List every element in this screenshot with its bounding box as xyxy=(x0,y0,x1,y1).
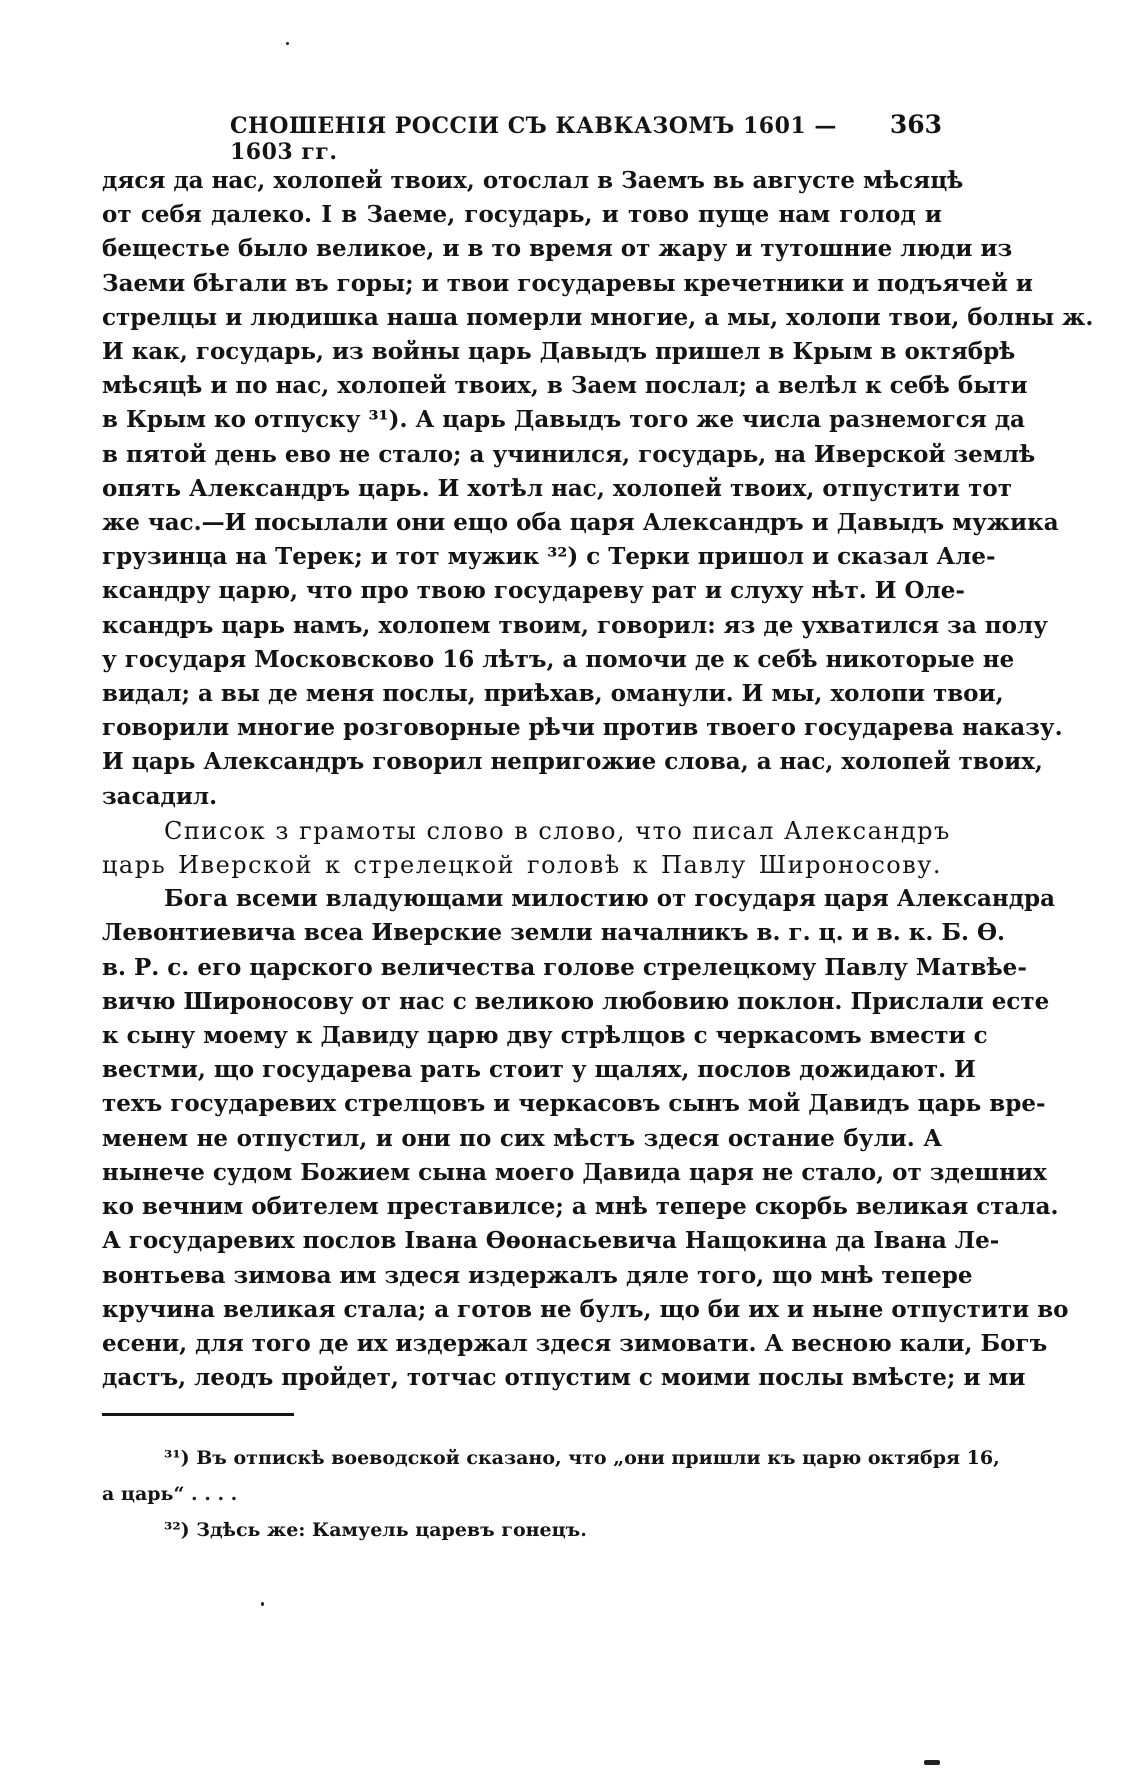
letter-line: в. Р. с. его царского величества голове стрелецкому Павлу Матвѣе- xyxy=(102,953,1027,981)
page-header xyxy=(102,110,942,165)
letter-line: ко вечним обителем преставилсе; а мнѣ тепере скорбь великая стала. xyxy=(102,1193,1059,1221)
footnote-31-continuation: а царь“ . . . . xyxy=(102,1483,238,1505)
text-line: И царь Александръ говорил непригожие слова, а нас, холопей твоих, xyxy=(102,748,1043,776)
section-heading: Список з грамоты слово в слово, что писал Александръ xyxy=(164,816,951,845)
text-line: в пятой день ево не стало; а учинился, государь, на Иверской землѣ xyxy=(102,440,1036,468)
letter-line: вонтьева зимова им здеся издержалъ дяле того, що мнѣ тепере xyxy=(102,1261,973,1289)
footnote-31: ³¹) Въ отпискѣ воеводской сказано, что „они пришли къ царю октября 16, xyxy=(164,1447,1000,1469)
text-line: ксандру царю, что про твою государеву рат и слуху нѣт. И Оле- xyxy=(102,577,965,605)
letter-line: менем не отпустил, и они по сих мѣстъ здеся остание були. А xyxy=(102,1124,942,1152)
text-line: же час.—И посылали они ещо оба царя Александръ и Давыдъ мужика xyxy=(102,509,1059,537)
letter-line: Левонтиевича всеа Иверские земли началникъ в. г. ц. и в. к. Б. Ѳ. xyxy=(102,919,1006,947)
text-line: ксандръ царь намъ, холопем твоим, говорил: яз де ухватился за полу xyxy=(102,611,1048,639)
text-line: грузинца на Терек; и тот мужик ³²) с Терки пришол и сказал Але- xyxy=(102,543,996,571)
running-title: СНОШЕНІЯ РОССІИ СЪ КАВКАЗОМЪ 1601 — 1603 гг. xyxy=(230,113,837,165)
letter-line: нынече судом Божием сына моего Давида царя не стало, от здешних xyxy=(102,1158,1047,1186)
body-text xyxy=(102,164,1094,1395)
footnotes xyxy=(102,1440,1000,1548)
footnote-rule xyxy=(102,1413,294,1416)
section-heading: царь Иверской к стрелецкой головѣ к Павлу Широносову. xyxy=(102,851,942,880)
letter-line: вестми, що государева рать стоит у щалях, послов дожидают. И xyxy=(102,1056,976,1084)
scan-speck xyxy=(924,1760,940,1765)
text-line: в Крым ко отпуску ³¹). А царь Давыдъ того же числа разнемогся да xyxy=(102,406,1025,434)
page-number: 363 xyxy=(889,110,942,139)
text-line: у государя Московсково 16 лѣтъ, а помочи де к себѣ никоторые не xyxy=(102,645,1015,673)
text-line: Заеми бѣгали въ горы; и твои государевы кречетники и подъячей и xyxy=(102,269,1033,297)
text-line: видал; а вы де меня послы, приѣхав, оманули. И мы, холопи твои, xyxy=(102,680,1004,708)
footnote-32: ³²) Здѣсь же: Камуель царевъ гонецъ. xyxy=(164,1519,587,1541)
letter-line: вичю Широносову от нас с великою любовию поклон. Прислали есте xyxy=(102,987,1050,1015)
scan-speck xyxy=(261,1602,264,1606)
letter-line: есени, для того де их издержал здеся зимовати. А весною кали, Богъ xyxy=(102,1329,1048,1357)
letter-line: дастъ, леодъ пройдет, тотчас отпустим с моими послы вмѣсте; и ми xyxy=(102,1364,1026,1392)
text-line: стрелцы и людишка наша померли многие, а мы, холопи твои, болны ж. xyxy=(102,303,1094,331)
letter-line: техъ государевих стрелцовъ и черкасовъ сынъ мой Давидъ царь вре- xyxy=(102,1090,1046,1118)
letter-line: кручина великая стала; а готов не булъ, що би их и ныне отпустити во xyxy=(102,1295,1069,1323)
letter-line: А государевих послов Івана Ѳѳонасьевича Нащокина да Івана Ле- xyxy=(102,1227,1000,1255)
text-line: засадил. xyxy=(102,782,218,810)
text-line: от себя далеко. I в Заеме, государь, и тово пуще нам голод и xyxy=(102,201,942,229)
text-line: опять Александръ царь. И хотѣл нас, холопей твоих, отпустити тот xyxy=(102,474,1012,502)
letter-line: Бога всеми владующами милостию от государя царя Александра xyxy=(164,885,1056,913)
text-line: дяся да нас, холопей твоих, отослал в Заемъ вь августе мѣсяцѣ xyxy=(102,167,964,194)
text-line: бещестье было великое, и в то время от жару и тутошние люди из xyxy=(102,235,1013,263)
text-line: И как, государь, из войны царь Давыдъ пришел в Крым в октябрѣ xyxy=(102,338,1016,366)
text-line: мѣсяцѣ и по нас, холопей твоих, в Заем послал; а велѣл к себѣ быти xyxy=(102,372,1028,400)
letter-line: к сыну моему к Давиду царю дву стрѣлцов с черкасомъ вмести с xyxy=(102,1022,988,1050)
text-line: говорили многие розговорные рѣчи против твоего государева наказу. xyxy=(102,714,1063,742)
scan-speck xyxy=(286,42,289,45)
